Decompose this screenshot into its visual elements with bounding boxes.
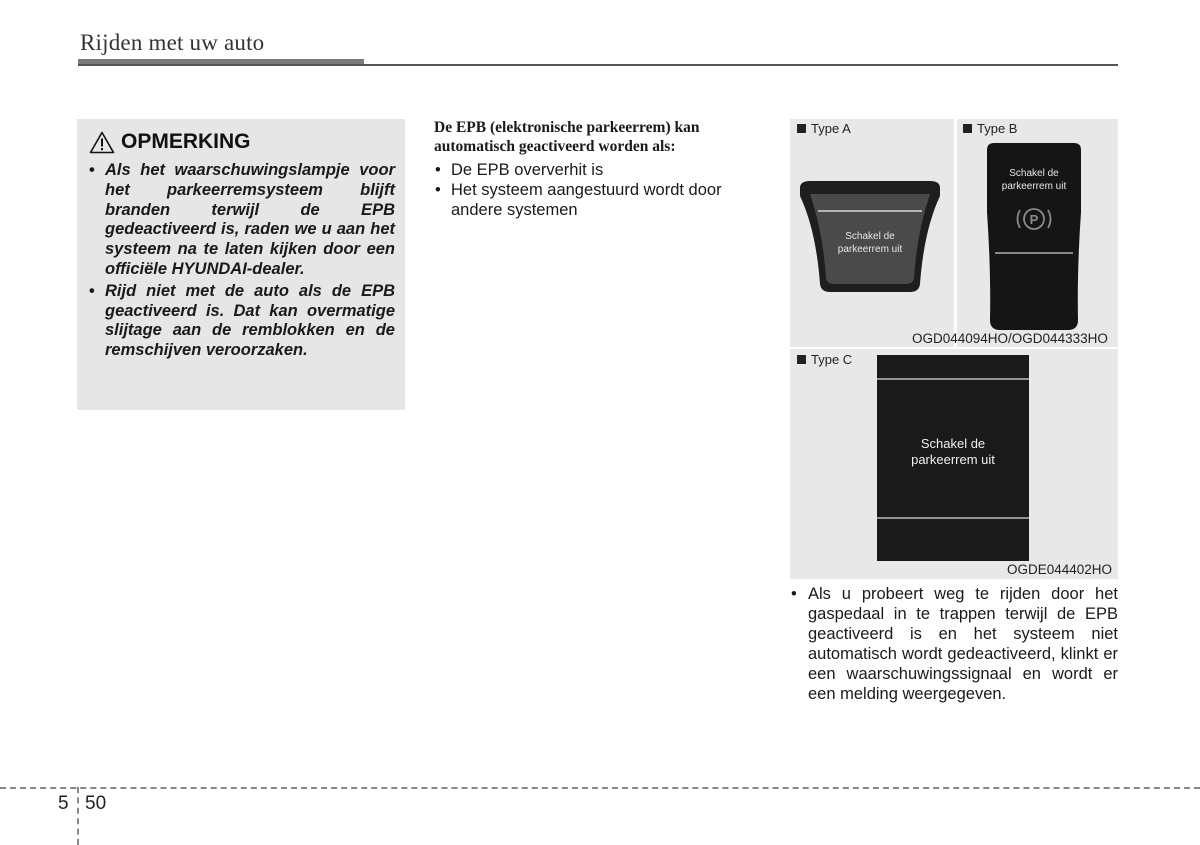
warning-item: • Als u probeert weg te rijden door het gaspedaal in te trappen terwijl de EPB geactiveerd is en het systeem niet automatisch wordt gedeactiveerd, klinkt er een waarschuwingssignaal en wordt er een melding weergegeven. — [790, 584, 1118, 704]
condition-item: • Het systeem aangestuurd wordt door andere systemen — [434, 180, 764, 220]
section-number: 5 — [58, 793, 69, 814]
note-title: OPMERKING — [121, 130, 251, 153]
type-b-display — [986, 142, 1082, 332]
figure-code-top: OGD044094HO/OGD044333HO — [912, 331, 1108, 346]
type-a-display-line2: parkeerrem uit — [837, 244, 903, 255]
type-b-display-line1: Schakel de — [1009, 168, 1059, 179]
warning-list — [790, 584, 1118, 704]
type-c-display-line1: Schakel de — [920, 436, 986, 451]
type-a-label: Type A — [797, 121, 851, 136]
type-c-display-line2: parkeerrem uit — [911, 452, 995, 467]
note-header — [89, 130, 251, 154]
note-item: • Rijd niet met de auto als de EPB geactiveerd is. Dat kan overmatige slijtage aan de remblokken en de remschijven veroorzaken. — [87, 282, 395, 361]
condition-list — [434, 160, 764, 220]
footer-divider — [77, 787, 79, 845]
type-a-display — [796, 180, 944, 296]
figure-divider — [954, 119, 957, 347]
warning-triangle-icon — [89, 131, 115, 154]
type-a-display-line1: Schakel de — [845, 231, 895, 242]
page-header-title: Rijden met uw auto — [80, 30, 265, 55]
note-list — [87, 161, 395, 363]
page-number: 50 — [85, 793, 107, 814]
condition-item: • De EPB oververhit is — [434, 160, 764, 180]
type-b-display-line2: parkeerrem uit — [1001, 181, 1067, 192]
footer-rule — [0, 787, 1200, 789]
note-box — [77, 119, 405, 410]
figure-code-bottom: OGDE044402HO — [1007, 562, 1113, 577]
type-c-label: Type C — [797, 352, 852, 367]
type-b-label: Type B — [963, 121, 1017, 136]
parking-brake-symbol: P — [1029, 212, 1039, 227]
header-rule — [78, 64, 1118, 66]
section-heading: De EPB (elektronische parkeerrem) kan automatisch geactiveerd worden als: — [434, 119, 700, 155]
note-item: • Als het waarschuwingslampje voor het parkeerremsysteem blijft branden terwijl de EPB gedeactiveerd is, raden we u aan het systeem na te laten kijken door een officiële HYUNDAI-dealer. — [87, 161, 395, 280]
type-c-display — [877, 355, 1029, 561]
